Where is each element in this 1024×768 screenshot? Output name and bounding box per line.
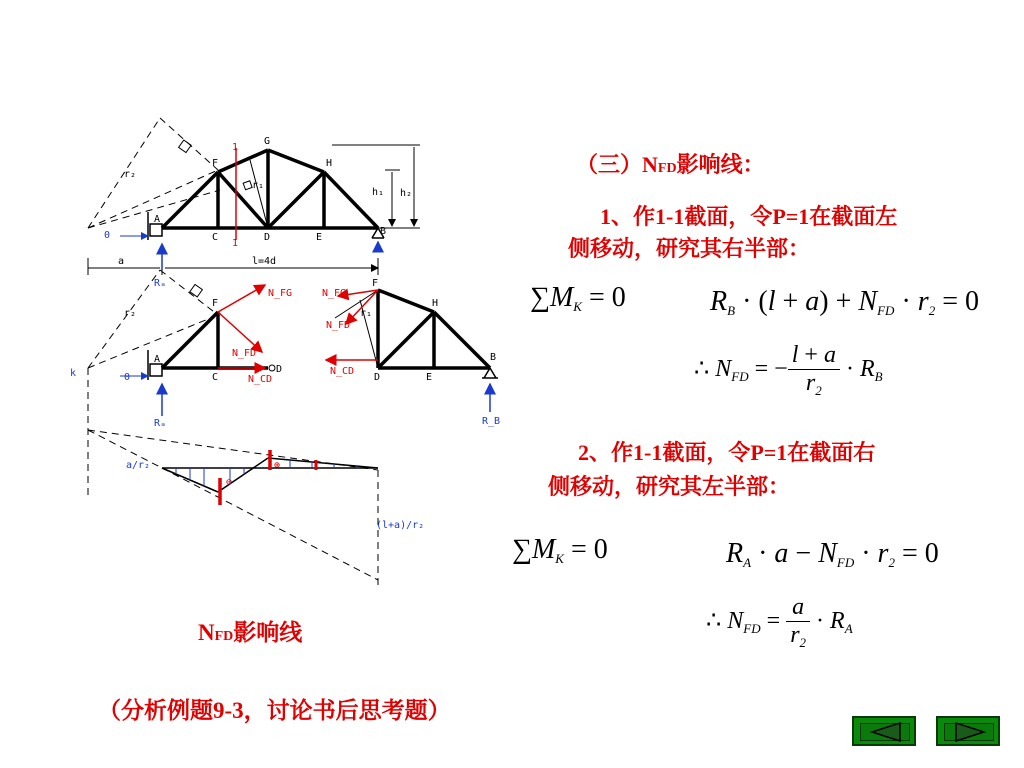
- prev-slide-button[interactable]: [852, 716, 916, 746]
- svg-text:0: 0: [124, 372, 131, 383]
- svg-text:C: C: [212, 372, 219, 383]
- next-triangle-icon: [950, 720, 990, 744]
- caption-suffix: 影响线: [233, 620, 303, 645]
- equation-nfd-right: ∴ $N_{FD}$ = − $\frac{l + a}{r_2}$ · $R_B$: [694, 342, 883, 398]
- right-half-truss: [326, 290, 498, 412]
- step1-line1: 1、作1-1截面，令P=1在截面左: [600, 204, 898, 229]
- step2-line1: 2、作1-1截面，令P=1在截面右: [578, 440, 876, 465]
- next-slide-button[interactable]: [936, 716, 1000, 746]
- svg-text:H: H: [432, 298, 439, 309]
- svg-text:C: C: [212, 232, 219, 243]
- caption-sub: FD: [214, 629, 234, 644]
- svg-text:⊖: ⊖: [226, 477, 233, 488]
- svg-text:r₂: r₂: [124, 308, 137, 319]
- full-truss: [88, 118, 420, 275]
- equation-moment-k-1: $\sum M_K = 0$: [530, 282, 626, 314]
- svg-text:r₁: r₁: [252, 180, 265, 191]
- equation-moment-k-2: $\sum M_K = 0$: [512, 534, 608, 566]
- equation-left-half-balance: $R_A \cdot a - N_{FD} \cdot r_2 = 0$: [726, 538, 939, 570]
- svg-text:N_FD: N_FD: [232, 348, 257, 359]
- svg-text:a: a: [118, 256, 125, 267]
- svg-text:h₁: h₁: [372, 187, 385, 198]
- svg-text:H: H: [326, 158, 333, 169]
- svg-text:D: D: [276, 364, 283, 375]
- influence-line-caption: [198, 614, 302, 647]
- prev-triangle-icon: [866, 720, 906, 744]
- svg-text:R_B: R_B: [482, 416, 501, 427]
- svg-text:B: B: [490, 352, 497, 363]
- svg-text:a/r₂: a/r₂: [126, 460, 151, 471]
- svg-text:B: B: [380, 226, 387, 237]
- step1-line2: 侧移动，研究其右半部：: [568, 236, 811, 261]
- svg-text:Rₐ: Rₐ: [154, 418, 167, 429]
- svg-text:E: E: [316, 232, 323, 243]
- svg-text:D: D: [264, 232, 271, 243]
- svg-text:⊕: ⊕: [274, 460, 281, 471]
- svg-text:k: k: [70, 368, 77, 379]
- svg-text:N_FG: N_FG: [268, 288, 293, 299]
- svg-text:0: 0: [104, 230, 111, 241]
- svg-text:A: A: [154, 214, 161, 225]
- svg-text:r₁: r₁: [360, 308, 373, 319]
- svg-text:1: 1: [232, 142, 239, 153]
- svg-text:N_FG: N_FG: [322, 288, 347, 299]
- svg-text:l=4d: l=4d: [252, 256, 277, 267]
- title-prefix: （三）: [576, 152, 643, 177]
- left-half-truss: [88, 270, 275, 500]
- truss-influence-diagram: [0, 0, 520, 610]
- svg-text:D: D: [374, 372, 381, 383]
- svg-text:r₂: r₂: [124, 169, 137, 180]
- svg-text:N_FD: N_FD: [326, 320, 351, 331]
- title-n: N: [642, 152, 658, 177]
- svg-text:G: G: [264, 136, 271, 147]
- full-truss-labels: [104, 136, 412, 289]
- caption-n: N: [198, 620, 215, 645]
- influence-line-labels: [126, 460, 424, 531]
- title-suffix: 影响线：: [676, 152, 765, 177]
- svg-text:h₂: h₂: [400, 188, 413, 199]
- step2-line2: 侧移动，研究其左半部：: [548, 474, 791, 499]
- svg-text:E: E: [426, 372, 433, 383]
- svg-text:F: F: [212, 298, 219, 309]
- footer-note: （分析例题9-3，讨论书后思考题）: [98, 698, 451, 723]
- title-sub: FD: [657, 161, 677, 176]
- svg-text:Rₐ: Rₐ: [154, 278, 167, 289]
- svg-text:N_CD: N_CD: [330, 366, 355, 377]
- influence-line-graph: [88, 430, 378, 585]
- equation-right-half-balance: $R_B \cdot (l + a) + N_{FD} \cdot r_2 = 0$: [710, 286, 979, 318]
- svg-text:N_CD: N_CD: [248, 374, 273, 385]
- svg-text:(l+a)/r₂: (l+a)/r₂: [376, 520, 425, 531]
- svg-text:A: A: [154, 354, 161, 365]
- equation-nfd-left: ∴ $N_{FD}$ = $\frac{a}{r_2}$ · $R_A$: [706, 594, 853, 650]
- svg-text:F: F: [212, 158, 219, 169]
- section-title: [576, 148, 765, 179]
- svg-text:1: 1: [232, 238, 239, 249]
- svg-text:F: F: [372, 278, 379, 289]
